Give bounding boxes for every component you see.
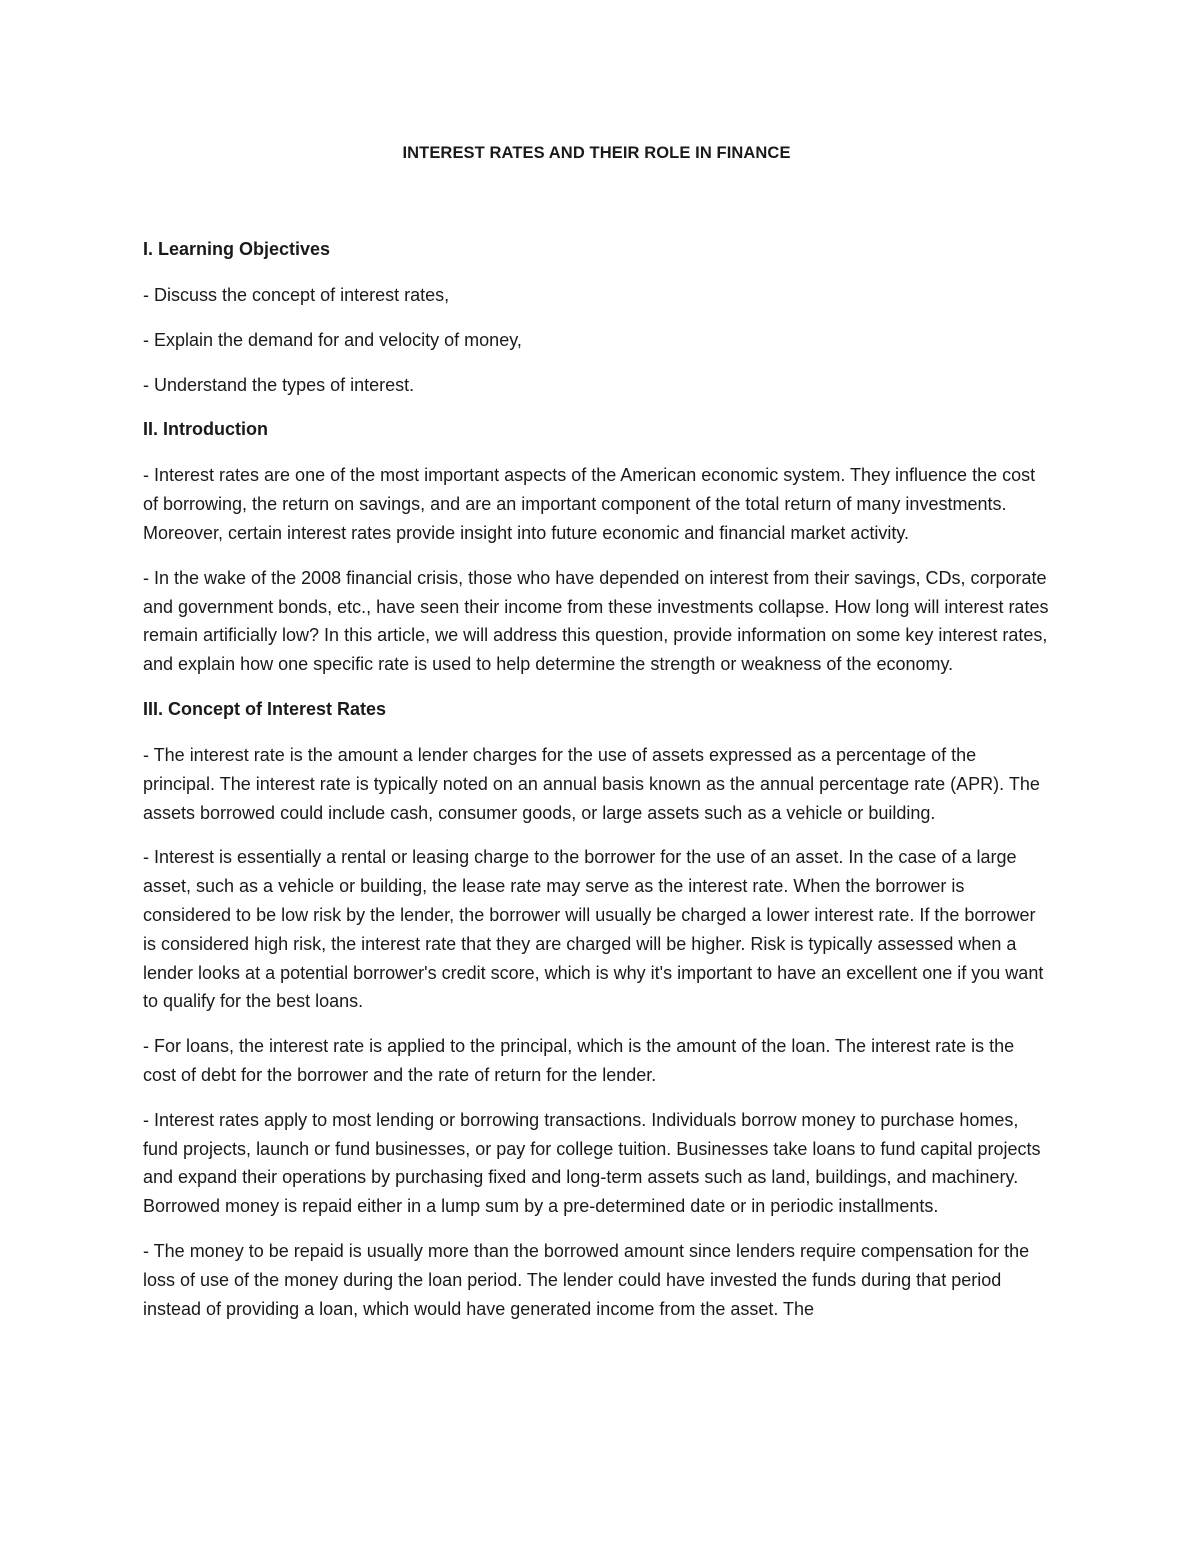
section-heading: II. Introduction bbox=[143, 419, 268, 440]
body-paragraph: - Interest is essentially a rental or leasing charge to the borrower for the use of an asset. In the case of a large asset, such as a vehicle or building, the lease rate may serve as the interest rate. When the borrower is considered to be low risk by the lender, the borrower will usually be charged a lower interest rate. If the borrower is considered high risk, the interest rate that they are charged will be higher. Risk is typically assessed when a lender looks at a potential borrower's credit score, which is why it's important to have an excellent one if you want to qualify for the best loans. bbox=[143, 847, 1044, 1012]
section-heading: III. Concept of Interest Rates bbox=[143, 698, 387, 719]
document-title: INTEREST RATES AND THEIR ROLE IN FINANCE bbox=[402, 144, 791, 162]
body-paragraph: - The interest rate is the amount a lender charges for the use of assets expressed as a percentage of the principal. The interest rate is typically noted on an annual basis known as the annual percentage rate (APR). The assets borrowed could include cash, consumer goods, or large assets such as a vehicle or building. bbox=[143, 744, 1040, 823]
body-paragraph: - In the wake of the 2008 financial crisis, those who have depended on interest from their savings, CDs, corporate and government bonds, etc., have seen their income from these investments collapse. How long will interest rates remain artificially low? In this article, we will address this question, provide information on some key interest rates, and explain how one specific rate is used to help determine the strength or weakness of the economy. bbox=[143, 567, 1049, 675]
body-paragraph: - The money to be repaid is usually more than the borrowed amount since lenders require compensation for the loss of use of the money during the loan period. The lender could have invested the funds during that period instead of providing a loan, which would have generated income from the asset. The bbox=[143, 1240, 1030, 1319]
body-paragraph: - Interest rates apply to most lending or borrowing transactions. Individuals borrow money to purchase homes, fund projects, launch or fund businesses, or pay for college tuition. Businesses take loans to fund capital projects and expand their operations by purchasing fixed and long-term assets such as land, buildings, and machinery. Borrowed money is repaid either in a lump sum by a pre-determined date or in periodic installments. bbox=[143, 1109, 1041, 1217]
section-learning-objectives bbox=[143, 235, 1050, 399]
objective-item: - Understand the types of interest. bbox=[143, 374, 415, 395]
body-paragraph: - For loans, the interest rate is applied to the principal, which is the amount of the loan. The interest rate is the cost of debt for the borrower and the rate of return for the lender. bbox=[143, 1036, 1015, 1085]
section-heading: I. Learning Objectives bbox=[143, 239, 331, 259]
body-paragraph: - Interest rates are one of the most important aspects of the American economic system. They influence the cost of borrowing, the return on savings, and are an important component of the total return of many investments. Moreover, certain interest rates provide insight into future economic and financial market activity. bbox=[143, 465, 1036, 543]
objective-item: - Explain the demand for and velocity of money, bbox=[143, 329, 522, 350]
section-introduction bbox=[143, 415, 1050, 679]
section-concept-of-interest-rates bbox=[143, 695, 1050, 1323]
objective-item: - Discuss the concept of interest rates, bbox=[143, 285, 450, 305]
